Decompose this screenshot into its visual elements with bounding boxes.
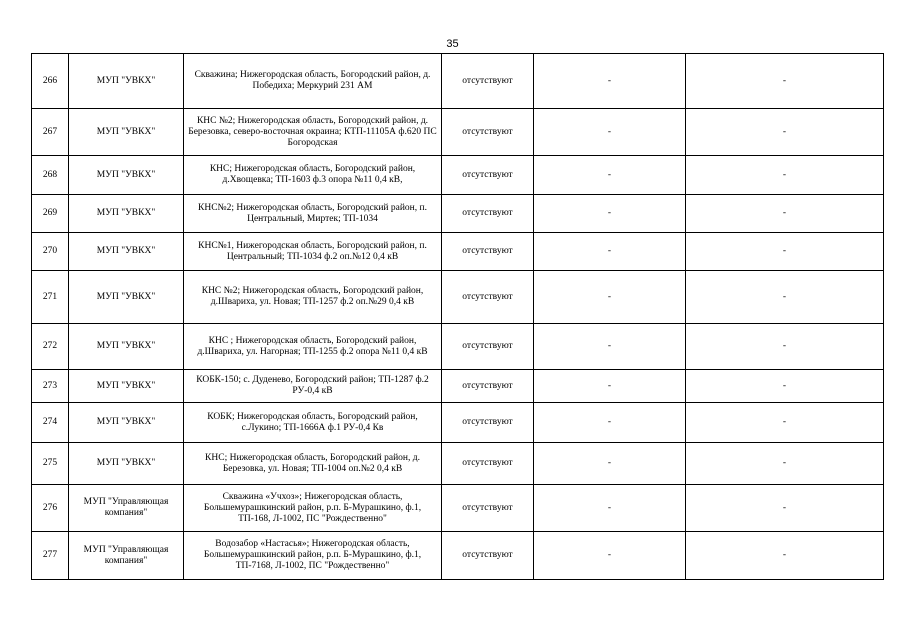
status-cell: отсутствуют: [442, 233, 534, 271]
table-row: [32, 324, 884, 370]
object-cell: КНС №2; Нижегородская область, Богородский район, д. Березовка, северо-восточная окраина; КТП-11105А ф.620 ПС Богородская: [184, 109, 442, 156]
status-cell: отсутствуют: [442, 324, 534, 370]
status-cell: отсутствуют: [442, 443, 534, 485]
status-cell: отсутствуют: [442, 403, 534, 443]
dash-cell: -: [686, 271, 884, 324]
object-cell: КНС№1, Нижегородская область, Богородский район, п. Центральный; ТП-1034 ф.2 оп.№12 0,4 кВ: [184, 233, 442, 271]
row-number: 273: [32, 370, 69, 403]
organization-cell: МУП "УВКХ": [69, 271, 184, 324]
row-number: 271: [32, 271, 69, 324]
status-cell: отсутствуют: [442, 532, 534, 580]
table-row: [32, 233, 884, 271]
dash-cell: -: [534, 370, 686, 403]
dash-cell: -: [534, 109, 686, 156]
organization-cell: МУП "УВКХ": [69, 156, 184, 195]
dash-cell: -: [686, 233, 884, 271]
row-number: 272: [32, 324, 69, 370]
table-row: [32, 271, 884, 324]
table-row: [32, 54, 884, 109]
dash-cell: -: [534, 156, 686, 195]
table-row: [32, 403, 884, 443]
row-number: 275: [32, 443, 69, 485]
table-row: [32, 370, 884, 403]
status-cell: отсутствуют: [442, 54, 534, 109]
dash-cell: -: [686, 54, 884, 109]
dash-cell: -: [534, 324, 686, 370]
object-cell: КНС; Нижегородская область, Богородский район, д. Березовка, ул. Новая; ТП-1004 оп.№2 0,4 кВ: [184, 443, 442, 485]
organization-cell: МУП "УВКХ": [69, 233, 184, 271]
object-cell: КНС№2; Нижегородская область, Богородский район, п. Центральный, Миртек; ТП-1034: [184, 195, 442, 233]
organization-cell: МУП "Управляющая компания": [69, 485, 184, 532]
table-row: [32, 156, 884, 195]
row-number: 274: [32, 403, 69, 443]
table-row: [32, 195, 884, 233]
row-number: 269: [32, 195, 69, 233]
dash-cell: -: [686, 485, 884, 532]
object-cell: КОБК; Нижегородская область, Богородский район, с.Лукино; ТП-1666А ф.1 РУ-0,4 Кв: [184, 403, 442, 443]
dash-cell: -: [534, 271, 686, 324]
organization-cell: МУП "УВКХ": [69, 324, 184, 370]
organization-cell: МУП "УВКХ": [69, 195, 184, 233]
row-number: 276: [32, 485, 69, 532]
object-cell: КОБК-150; с. Дуденево, Богородский район; ТП-1287 ф.2 РУ-0,4 кВ: [184, 370, 442, 403]
object-cell: КНС №2; Нижегородская область, Богородский район, д.Швариха, ул. Новая; ТП-1257 ф.2 оп.№29 0,4 кВ: [184, 271, 442, 324]
page-number: 35: [446, 38, 459, 50]
object-cell: Водозабор «Настасья»; Нижегородская область, Большемурашкинский район, р.п. Б-Мурашкино, ф.1, ТП-7168, Л-1002, ПС "Рождественно": [184, 532, 442, 580]
table-row: [32, 485, 884, 532]
organization-cell: МУП "УВКХ": [69, 403, 184, 443]
registry-table-body: [32, 54, 884, 580]
dash-cell: -: [534, 54, 686, 109]
dash-cell: -: [686, 370, 884, 403]
object-cell: КНС; Нижегородская область, Богородский район, д.Хвощевка; ТП-1603 ф.3 опора №11 0,4 кВ,: [184, 156, 442, 195]
status-cell: отсутствуют: [442, 485, 534, 532]
row-number: 268: [32, 156, 69, 195]
dash-cell: -: [534, 233, 686, 271]
dash-cell: -: [686, 324, 884, 370]
status-cell: отсутствуют: [442, 370, 534, 403]
row-number: 270: [32, 233, 69, 271]
dash-cell: -: [686, 443, 884, 485]
dash-cell: -: [534, 532, 686, 580]
organization-cell: МУП "Управляющая компания": [69, 532, 184, 580]
status-cell: отсутствуют: [442, 271, 534, 324]
organization-cell: МУП "УВКХ": [69, 109, 184, 156]
dash-cell: -: [534, 195, 686, 233]
dash-cell: -: [534, 485, 686, 532]
table-row: [32, 532, 884, 580]
status-cell: отсутствуют: [442, 195, 534, 233]
row-number: 266: [32, 54, 69, 109]
dash-cell: -: [686, 156, 884, 195]
status-cell: отсутствуют: [442, 109, 534, 156]
table-row: [32, 109, 884, 156]
row-number: 267: [32, 109, 69, 156]
registry-table: [31, 53, 884, 580]
organization-cell: МУП "УВКХ": [69, 54, 184, 109]
object-cell: Скважина «Учхоз»; Нижегородская область, Большемурашкинский район, р.п. Б-Мурашкино, ф.1, ТП-168, Л-1002, ПС "Рождественно": [184, 485, 442, 532]
dash-cell: -: [686, 532, 884, 580]
organization-cell: МУП "УВКХ": [69, 443, 184, 485]
table-row: [32, 443, 884, 485]
dash-cell: -: [686, 109, 884, 156]
dash-cell: -: [534, 443, 686, 485]
organization-cell: МУП "УВКХ": [69, 370, 184, 403]
row-number: 277: [32, 532, 69, 580]
dash-cell: -: [534, 403, 686, 443]
object-cell: КНС ; Нижегородская область, Богородский район, д.Швариха, ул. Нагорная; ТП-1255 ф.2 опора №11 0,4 кВ: [184, 324, 442, 370]
dash-cell: -: [686, 403, 884, 443]
object-cell: Скважина; Нижегородская область, Богородский район, д. Победиха; Меркурий 231 АМ: [184, 54, 442, 109]
status-cell: отсутствуют: [442, 156, 534, 195]
dash-cell: -: [686, 195, 884, 233]
